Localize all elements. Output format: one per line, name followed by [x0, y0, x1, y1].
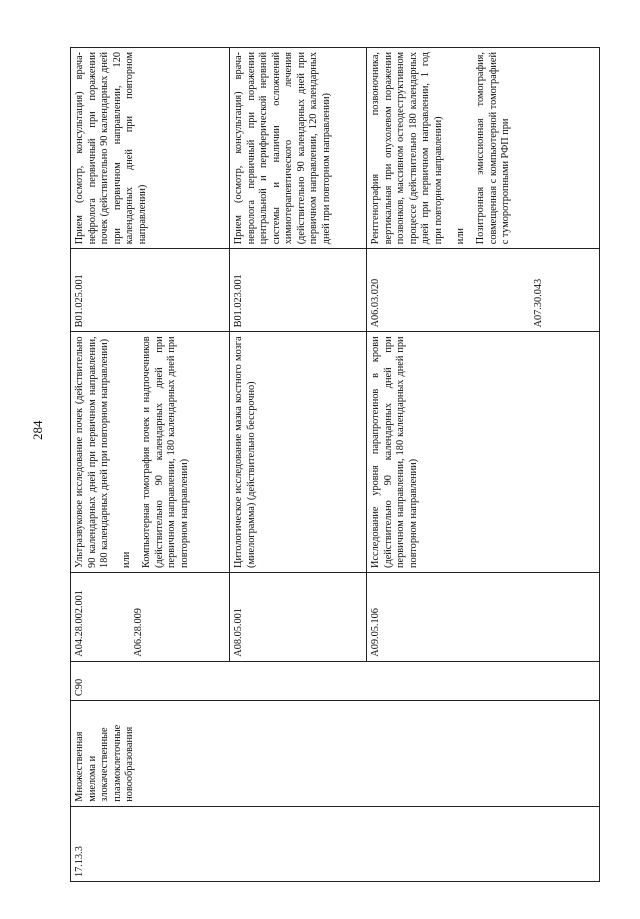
consult-description-cell [367, 48, 600, 249]
service-codes-cell [229, 572, 366, 661]
consult-description: Позитронная эмиссионная томография, совмещенная с компьютерной томографией с туморотропными РФП при [475, 52, 512, 245]
service-code: A08.05.001 [232, 608, 244, 657]
service-description: Ультразвуковое исследование почек (действительно 90 календарных дней при первичном направлении, 180 календарных дней при повторном направлении) [74, 336, 111, 568]
service-codes-cell [71, 572, 230, 661]
service-description: Компьютерная томография почек и надпочечников (действительно 90 календарных дней при первичном направлении, 180 календарных дней при повторном направлении) [141, 336, 190, 568]
services-table [70, 47, 600, 882]
or-label: или [454, 228, 466, 245]
service-code: A09.05.106 [370, 608, 382, 657]
consult-description: Прием (осмотр, консультация) врача-невролога первичный при поражении центральной и периферической нервной системы и наличии осложнений химиотерапевтического лечения (действительно 90 календарных дней при первичном направлении, 120 календарных дней при повторном направлении) [232, 52, 332, 245]
consult-description: Прием (осмотр, консультация) врача-нефролога первичный при поражении почек (действительно 90 календарных дней при первичном направлении, 120 календарных дней при повторном направлении) [74, 52, 148, 245]
service-description-cell [367, 332, 600, 573]
service-description: Исследование уровня парапротеинов в крови (действительно 90 календарных дней при первичном направлении, 180 календарных дней при повторном направлении) [370, 336, 419, 568]
table-row [71, 48, 230, 882]
rotated-table-sheet [70, 47, 600, 882]
disease-name: Множественная миелома и злокачественные плазмоклеточные новообразования [71, 701, 600, 807]
service-code: A04.28.002.001 [74, 590, 85, 657]
mkb-code: C90 [71, 661, 600, 700]
service-description-cell [71, 332, 230, 573]
consult-description: Рентгенография позвоночника, вертикальная при опухолевом поражении позвонков, массивном остеодеструктивном процессе (действительно 180 календарных дней при первичном направлении, 1 год при повторном направлении) [370, 52, 444, 245]
service-description: Цитологическое исследование мазка костного мозга (миелограмма) (действительно бессрочно) [232, 336, 257, 568]
service-codes-cell [367, 572, 600, 661]
service-code: A06.28.009 [132, 608, 144, 657]
service-description-cell [229, 332, 366, 573]
consult-description-cell [71, 48, 230, 249]
consult-code-cell [229, 249, 366, 332]
row-number: 17.13.3 [71, 806, 600, 881]
consult-code-cell [367, 249, 600, 332]
consult-code: A06.03.020 [370, 278, 382, 328]
or-label: или [120, 551, 132, 568]
consult-code: B01.023.001 [232, 274, 244, 328]
consult-code: B01.025.001 [74, 274, 85, 328]
consult-description-cell [229, 48, 366, 249]
consult-code-cell [71, 249, 230, 332]
page-number: 284 [30, 420, 45, 440]
consult-code: A07.30.043 [532, 278, 544, 328]
